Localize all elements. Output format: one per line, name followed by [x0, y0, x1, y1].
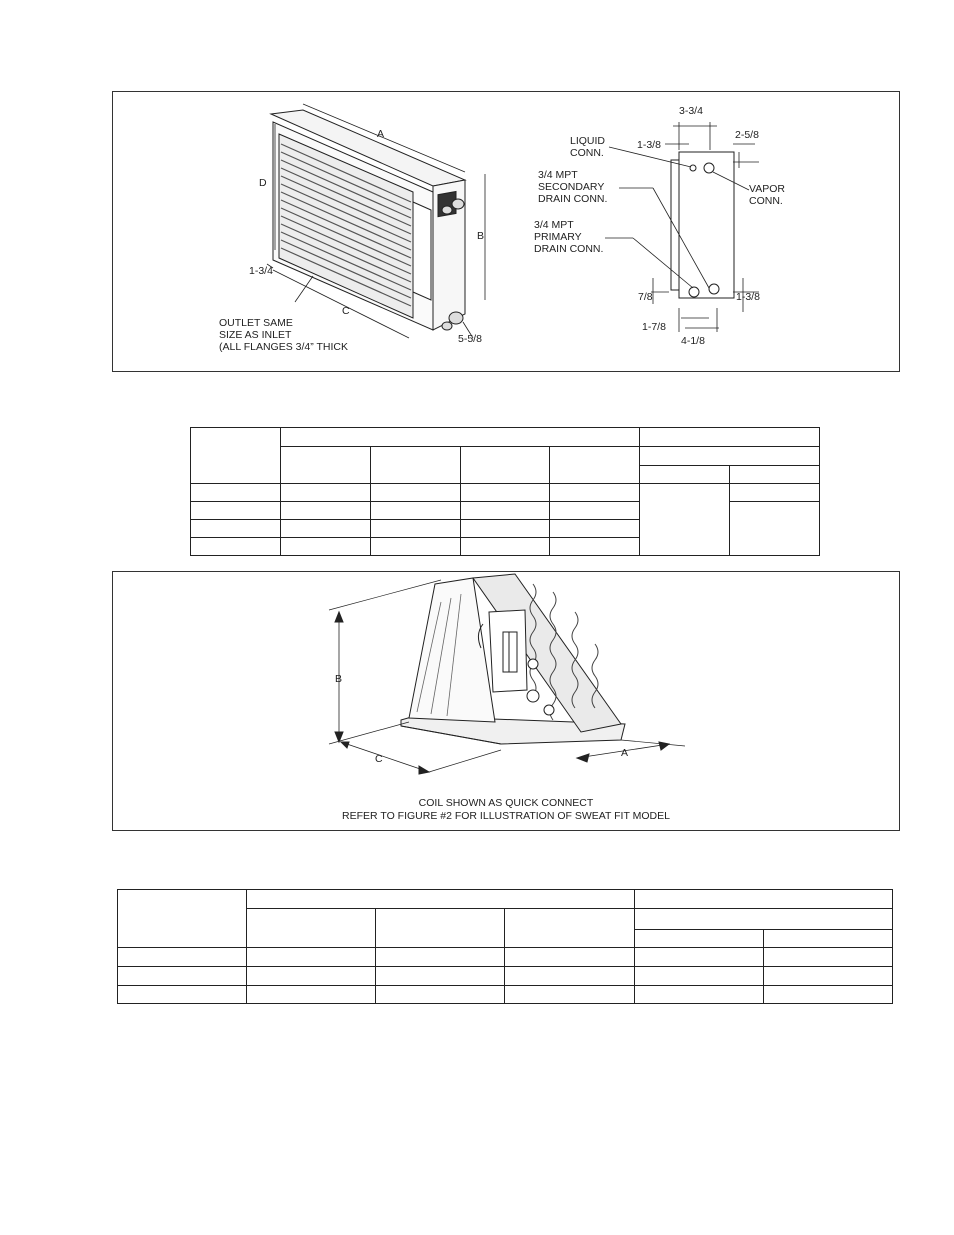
table2-header-connections: [634, 890, 892, 909]
figure-2-drawing: [113, 572, 899, 830]
dim-d-label: D: [259, 177, 267, 189]
left-small-offset-label: 7/8: [638, 291, 653, 303]
dim-flange-label: 1-3/4: [249, 265, 273, 277]
figure2-dim-c-label: C: [375, 753, 383, 765]
dimensions-table-1: [190, 427, 820, 556]
vapor-conn-line1: VAPOR: [749, 183, 785, 195]
right-small-offset-label: 1-3/8: [736, 291, 760, 303]
table2-header-col-a: [247, 909, 376, 948]
table2-header-refrigerant: [634, 909, 892, 930]
secondary-drain-line2: SECONDARY: [538, 181, 605, 193]
primary-drain-line3: DRAIN CONN.: [534, 243, 604, 255]
cased-coil-illustration: [267, 104, 485, 338]
figure2-caption-line2: REFER TO FIGURE #2 FOR ILLUSTRATION OF SWEAT FIT MODEL: [342, 810, 670, 822]
dimensions-table-2: [117, 889, 893, 1004]
outlet-note-line1: OUTLET SAME: [219, 317, 293, 329]
table2-header-model: [118, 890, 247, 948]
secondary-drain-line1: 3/4 MPT: [538, 169, 578, 181]
table1-header-dimensions: [280, 428, 639, 447]
liquid-conn-line1: LIQUID: [570, 135, 606, 147]
table1-vapor-merged-cell: [730, 502, 820, 556]
figure2-dim-a-label: A: [621, 747, 629, 759]
table2-header-liquid: [634, 930, 763, 948]
bottom-offset-label: 1-7/8: [642, 321, 666, 333]
figure-2-a-coil-dimensions: [112, 571, 900, 831]
table1-header-liquid: [640, 466, 730, 484]
top-width-label: 3-3/4: [679, 105, 703, 117]
table-row: [191, 484, 820, 502]
liquid-conn-line2: CONN.: [570, 147, 604, 159]
figure2-caption-line1: COIL SHOWN AS QUICK CONNECT: [418, 797, 594, 809]
table2-header-col-c: [505, 909, 634, 948]
vapor-conn-line2: CONN.: [749, 195, 783, 207]
dim-side-label: 5-5/8: [458, 333, 482, 345]
primary-drain-line2: PRIMARY: [534, 231, 582, 243]
primary-drain-line1: 3/4 MPT: [534, 219, 574, 231]
outlet-note-line3: (ALL FLANGES 3/4” THICK: [219, 341, 348, 353]
table1-header-model: [191, 428, 281, 484]
table1-header-vapor: [730, 466, 820, 484]
figure2-dim-b-label: B: [335, 673, 343, 685]
right-offset-label: 2-5/8: [735, 129, 759, 141]
bottom-width-label: 4-1/8: [681, 335, 705, 347]
table-row: [118, 948, 893, 967]
table-row: [118, 967, 893, 986]
table2-header-vapor: [763, 930, 892, 948]
table2-header-col-b: [376, 909, 505, 948]
table1-header-col-b: [370, 447, 460, 484]
secondary-drain-line3: DRAIN CONN.: [538, 193, 608, 205]
dim-c-label: C: [342, 305, 350, 317]
table1-header-connections: [640, 428, 820, 447]
table1-liquid-merged-cell: [640, 484, 730, 556]
outlet-note-line2: SIZE AS INLET: [219, 329, 292, 341]
liquid-offset-label: 1-3/8: [637, 139, 661, 151]
figure-1-drawing: [113, 92, 899, 371]
a-coil-illustration: [329, 574, 685, 774]
table-row: [118, 986, 893, 1004]
dim-a-label: A: [377, 128, 385, 140]
table2-header-dimensions: [247, 890, 634, 909]
table1-header-refrigerant: [640, 447, 820, 466]
figure-1-case-coil-dimensions: [112, 91, 900, 372]
dim-b-label: B: [477, 230, 485, 242]
table1-header-col-c: [460, 447, 550, 484]
table1-header-col-a: [280, 447, 370, 484]
table1-header-col-d: [550, 447, 640, 484]
